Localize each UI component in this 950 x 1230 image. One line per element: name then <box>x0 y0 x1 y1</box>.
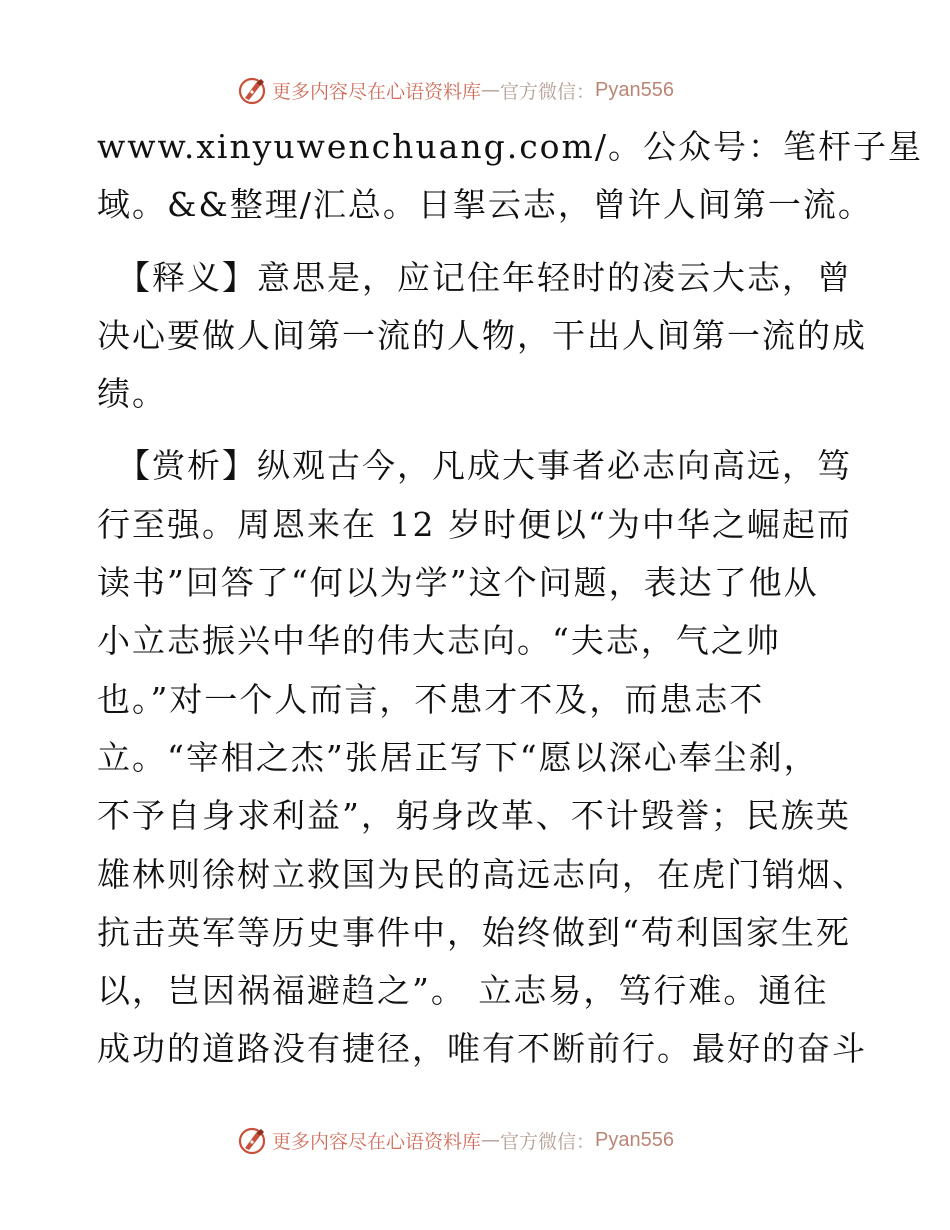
text-line: 成功的道路没有捷径，唯有不断前行。最好的奋斗 <box>97 1029 867 1069</box>
meaning-paragraph <box>97 249 867 424</box>
document-body <box>97 118 923 1079</box>
text-line: 域。&&整理/汇总。日挐云志，曾许人间第一流。 <box>97 185 873 225</box>
wechat-id: Pyan556 <box>595 78 674 101</box>
banner-text: 更多内容尽在心语资料库 <box>272 1130 482 1153</box>
text-line: 以，岂因祸福避趋之”。 立志易，笃行难。通往 <box>97 971 829 1011</box>
analysis-paragraph <box>97 437 867 1078</box>
wechat-id: Pyan556 <box>595 1128 674 1151</box>
pen-nib-logo-icon <box>236 74 268 106</box>
footer-banner <box>236 1123 674 1157</box>
text-line: 立。“宰相之杰”张居正写下“愿以深心奉尘刹， <box>97 737 819 777</box>
banner-dash: — <box>481 1129 501 1151</box>
intro-paragraph <box>97 118 923 235</box>
text-line: www.xinyuwenchuang.com/。公众号：笔杆子星 <box>97 127 923 166</box>
text-line: 雄林则徐树立救国为民的高远志向，在虎门销烟、 <box>97 854 867 894</box>
wechat-label: 官方微信： <box>500 1130 596 1153</box>
text-line: 小立志振兴中华的伟大志向。“夫志，气之帅 <box>97 621 781 661</box>
text-line: 绩。 <box>97 374 167 414</box>
banner-text: 更多内容尽在心语资料库 <box>272 80 482 103</box>
banner-dash: — <box>481 79 501 101</box>
pen-nib-logo-icon <box>236 1124 268 1156</box>
text-line: 读书”回答了“何以为学”这个问题，表达了他从 <box>97 563 819 603</box>
text-line: 【释义】意思是，应记住年轻时的凌云大志，曾 <box>117 257 852 297</box>
wechat-label: 官方微信： <box>500 80 596 103</box>
text-line: 不予自身求利益”，躬身改革、不计毁誉；民族英 <box>97 796 851 836</box>
text-line: 抗击英军等历史事件中，始终做到“苟利国家生死 <box>97 912 851 952</box>
text-line: 也。”对一个人而言，不患才不及，而患志不 <box>97 679 765 719</box>
header-banner <box>236 73 674 107</box>
text-line: 【赏析】纵观古今，凡成大事者必志向高远，笃 <box>117 446 852 486</box>
text-line: 决心要做人间第一流的人物，干出人间第一流的成 <box>97 315 867 355</box>
text-line: 行至强。周恩来在 12 岁时便以“为中华之崛起而 <box>97 504 852 544</box>
